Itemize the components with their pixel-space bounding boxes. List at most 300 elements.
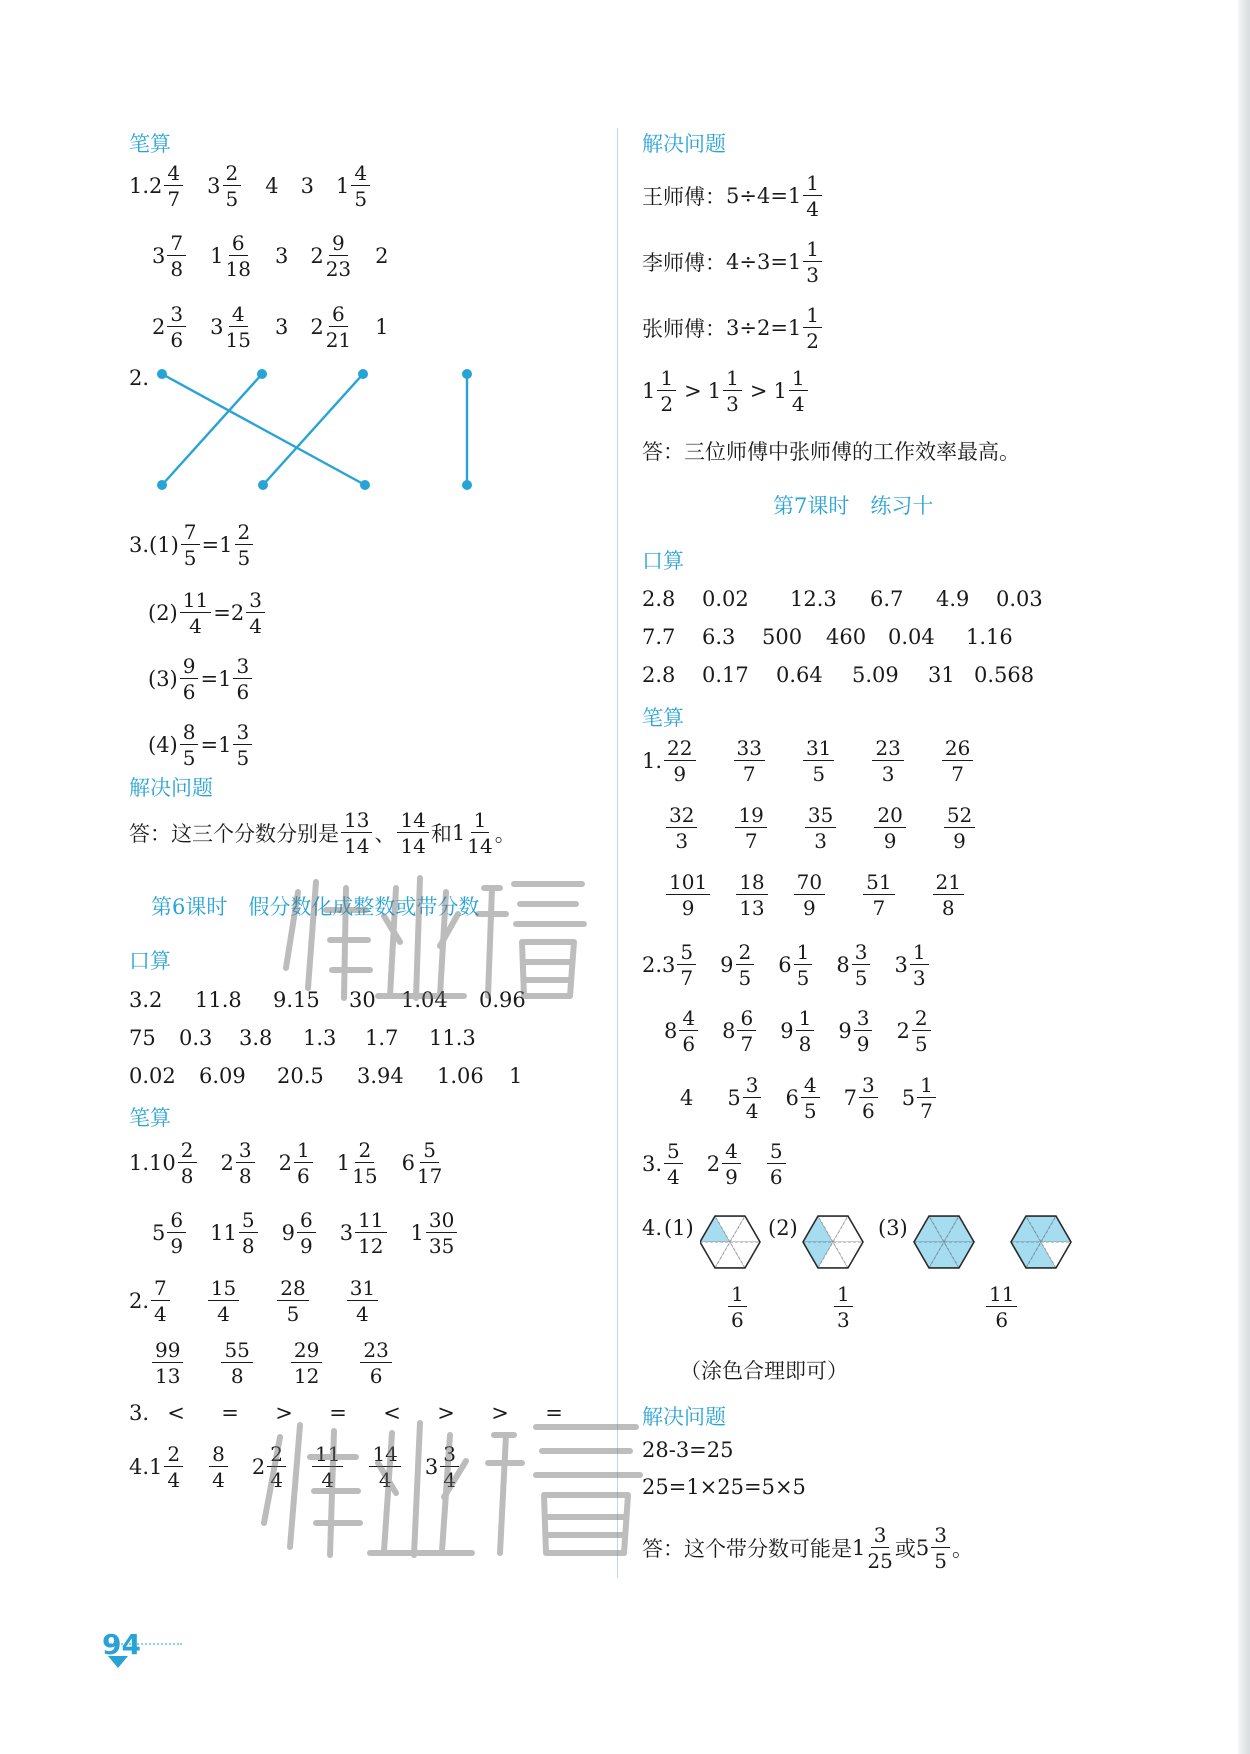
numerator: 3 xyxy=(236,1140,255,1163)
numerator: 13 xyxy=(341,810,372,833)
denominator: 9 xyxy=(725,1165,738,1189)
compare-symbol: > xyxy=(491,1401,509,1425)
value: 0.64 xyxy=(776,663,823,687)
whole: 2 xyxy=(310,315,324,339)
item-tag: (3) xyxy=(878,1216,908,1240)
fraction xyxy=(167,1210,186,1256)
numerator: 31 xyxy=(803,738,834,761)
value: 3.8 xyxy=(239,1026,273,1050)
value: 1.16 xyxy=(966,625,1013,649)
numerator: 14 xyxy=(369,1444,400,1467)
numerator: 101 xyxy=(666,872,710,895)
b1-row-1 xyxy=(129,1140,444,1186)
numerator: 51 xyxy=(863,872,894,895)
fraction xyxy=(180,722,199,768)
whole: 1 xyxy=(336,174,350,198)
value: 0.96 xyxy=(479,988,526,1012)
right-b1-row-3 xyxy=(664,872,966,918)
compare-symbol: > xyxy=(275,1401,293,1425)
whole: 3 xyxy=(662,953,676,977)
fraction xyxy=(360,1340,391,1386)
fraction xyxy=(225,304,250,350)
numerator: 5 xyxy=(677,942,696,965)
b4-label: 4. xyxy=(129,1455,150,1479)
section-heading-kousuan-right: 口算 xyxy=(642,549,684,573)
value: 6.3 xyxy=(702,625,736,649)
whole: 2 xyxy=(152,315,166,339)
fraction xyxy=(426,1210,457,1256)
fraction xyxy=(467,810,492,856)
fraction xyxy=(233,722,252,768)
fraction xyxy=(796,1008,815,1054)
q3-label: 3. xyxy=(129,533,150,557)
fraction xyxy=(859,1075,878,1121)
value: 30 xyxy=(349,988,376,1012)
fraction xyxy=(736,942,755,988)
denominator: 5 xyxy=(182,746,196,770)
numerator: 6 xyxy=(229,233,248,256)
kousuan-row xyxy=(642,580,1043,618)
denominator: 13 xyxy=(155,1364,181,1388)
fraction xyxy=(664,738,695,784)
numerator: 4 xyxy=(722,1141,741,1164)
value: 1.3 xyxy=(303,1026,337,1050)
match-line xyxy=(263,374,363,485)
denominator: 5 xyxy=(738,966,752,990)
whole: 8 xyxy=(722,1019,736,1043)
numerator: 1 xyxy=(917,1075,936,1098)
denominator: 4 xyxy=(356,1302,369,1326)
q3-row-1 xyxy=(129,522,255,568)
denominator: 14 xyxy=(400,834,426,858)
numerator: 99 xyxy=(152,1340,183,1363)
fraction xyxy=(666,872,710,918)
denominator: 5 xyxy=(225,187,239,211)
numerator: 30 xyxy=(426,1210,457,1233)
denominator: 4 xyxy=(217,1302,230,1326)
numerator: 55 xyxy=(221,1340,252,1363)
denominator: 7 xyxy=(742,762,756,786)
section-heading-bisuan-2: 笔算 xyxy=(129,1106,171,1130)
whole: 6 xyxy=(785,1086,799,1110)
denominator: 7 xyxy=(680,966,694,990)
whole: 11 xyxy=(210,1221,237,1245)
whole: 1 xyxy=(218,733,232,757)
value: 0.568 xyxy=(974,663,1035,687)
b1-row-2 xyxy=(152,1210,459,1256)
q3-row-3 xyxy=(148,656,254,702)
numerator: 3 xyxy=(440,1444,459,1467)
numerator: 2 xyxy=(267,1444,286,1467)
fraction xyxy=(944,805,975,851)
numerator: 7 xyxy=(151,1278,170,1301)
fraction xyxy=(723,368,742,414)
solve-line-1: 28-3=25 xyxy=(642,1438,734,1462)
equals-sign: = xyxy=(200,667,219,691)
numerator: 8 xyxy=(209,1444,228,1467)
match-dot xyxy=(360,480,370,490)
numerator: 6 xyxy=(167,1210,186,1233)
value: 12.3 xyxy=(790,587,837,611)
fraction xyxy=(743,1075,762,1121)
denominator: 5 xyxy=(286,1302,300,1326)
value: 0.3 xyxy=(179,1026,213,1050)
denominator: 23 xyxy=(325,257,352,281)
denominator: 8 xyxy=(180,1164,194,1188)
denominator: 8 xyxy=(798,1032,812,1056)
denominator: 5 xyxy=(183,546,197,570)
whole: 9 xyxy=(281,1221,295,1245)
numerator: 18 xyxy=(736,872,767,895)
match-line xyxy=(162,374,262,485)
whole: 5 xyxy=(727,1086,741,1110)
value: 3.94 xyxy=(357,1064,404,1088)
value: 0.02 xyxy=(702,587,749,611)
section-heading-kousuan: 口算 xyxy=(129,949,171,973)
fraction xyxy=(225,233,250,279)
compare-symbol: = xyxy=(329,1401,347,1425)
value: 31 xyxy=(928,663,955,687)
denominator: 17 xyxy=(416,1164,443,1188)
section-heading-bisuan-right: 笔算 xyxy=(642,706,684,730)
fraction xyxy=(767,1141,786,1187)
denominator: 4 xyxy=(806,197,820,221)
separator: 、 xyxy=(374,822,396,846)
denominator: 4 xyxy=(745,1099,759,1123)
fraction xyxy=(151,1278,170,1324)
whole: 1 xyxy=(149,1455,163,1479)
denominator: 6 xyxy=(731,1308,744,1332)
numerator: 1 xyxy=(294,1140,313,1163)
period: 。 xyxy=(951,1537,973,1561)
fraction xyxy=(942,738,973,784)
numerator: 23 xyxy=(872,738,903,761)
solve-line-2: 25=1×25=5×5 xyxy=(642,1475,806,1499)
compare-symbol: < xyxy=(383,1401,401,1425)
lesson-6-heading: 第6课时 假分数化成整数或带分数 xyxy=(151,895,480,919)
fraction xyxy=(735,805,766,851)
value: 0.17 xyxy=(702,663,749,687)
answer-text: 答：这个带分数可能是 xyxy=(642,1537,852,1561)
item-tag: (1) xyxy=(149,533,179,557)
numerator: 2 xyxy=(178,1140,197,1163)
kousuan-row xyxy=(129,1057,526,1095)
denominator: 5 xyxy=(236,746,250,770)
denominator: 8 xyxy=(941,896,955,920)
numerator: 4 xyxy=(164,163,183,186)
value: 0.03 xyxy=(996,587,1043,611)
numerator: 52 xyxy=(944,805,975,828)
numerator: 1 xyxy=(803,173,822,196)
value: 3 xyxy=(300,174,315,198)
hexagon-figure xyxy=(914,1216,974,1268)
section-heading-solve: 解决问题 xyxy=(129,776,213,800)
matching-lines-diagram xyxy=(150,365,480,490)
value: 11.8 xyxy=(195,988,242,1012)
whole: 2 xyxy=(278,1151,292,1175)
whole: 2 xyxy=(230,601,245,625)
denominator: 3 xyxy=(912,966,926,990)
right-answer: 答：三位师傅中张师傅的工作效率最高。 xyxy=(642,440,1020,464)
numerator: 3 xyxy=(246,590,265,613)
numerator: 33 xyxy=(734,738,765,761)
b2-label: 2. xyxy=(129,1289,150,1313)
whole: 3 xyxy=(210,315,224,339)
value: 500 xyxy=(762,625,803,649)
numerator: 2 xyxy=(223,163,242,186)
b1-label: 1. xyxy=(642,749,663,773)
value: 5.09 xyxy=(852,663,899,687)
denominator: 5 xyxy=(914,1032,928,1056)
denominator: 4 xyxy=(154,1302,167,1326)
whole: 9 xyxy=(780,1019,794,1043)
numerator: 1 xyxy=(803,239,822,262)
value: 2 xyxy=(375,244,389,268)
denominator: 7 xyxy=(744,829,758,853)
value: 20.5 xyxy=(277,1064,324,1088)
whole: 2 xyxy=(220,1151,234,1175)
right-b2-row-1 xyxy=(642,942,931,988)
value: 75 xyxy=(129,1026,156,1050)
watermark-stamp-lower xyxy=(244,1405,654,1565)
fraction xyxy=(910,942,929,988)
answer-text: 答：这三个分数分别是 xyxy=(129,822,339,846)
fraction xyxy=(852,942,871,988)
denominator: 5 xyxy=(854,966,868,990)
page-edge xyxy=(1238,0,1250,1754)
denominator: 4 xyxy=(321,1468,335,1492)
section-heading-bisuan: 笔算 xyxy=(129,132,171,156)
whole: 9 xyxy=(720,953,734,977)
whole: 3 xyxy=(207,174,221,198)
numerator: 11 xyxy=(986,1284,1017,1307)
q1-row-1 xyxy=(129,163,372,209)
denominator: 14 xyxy=(467,834,493,858)
numerator: 4 xyxy=(229,304,248,327)
coloring-note: （涂色合理即可） xyxy=(680,1359,848,1383)
value: 2.8 xyxy=(642,587,676,611)
right-b1-row-1 xyxy=(642,738,975,784)
expression: 3÷2=1 xyxy=(726,316,802,340)
fraction xyxy=(986,1284,1017,1330)
numerator: 9 xyxy=(180,656,199,679)
fraction xyxy=(221,1340,252,1386)
b2-row-1 xyxy=(129,1278,380,1324)
numerator: 3 xyxy=(743,1075,762,1098)
numerator: 3 xyxy=(859,1075,878,1098)
worker-label: 张师傅： xyxy=(642,317,726,341)
match-dot xyxy=(258,480,268,490)
numerator: 28 xyxy=(277,1278,308,1301)
whole: 2 xyxy=(149,174,163,198)
denominator: 4 xyxy=(167,1468,181,1492)
numerator: 11 xyxy=(312,1444,343,1467)
fraction xyxy=(236,1140,255,1186)
fraction xyxy=(351,163,370,209)
worker-label: 王师傅： xyxy=(642,185,726,209)
fraction xyxy=(181,522,200,568)
fraction xyxy=(223,163,242,209)
fraction xyxy=(246,590,265,636)
fraction xyxy=(805,805,836,851)
numerator: 23 xyxy=(360,1340,391,1363)
numerator: 6 xyxy=(737,1008,756,1031)
left-solve-answer xyxy=(129,810,516,856)
denominator: 5 xyxy=(354,187,368,211)
fraction xyxy=(326,233,351,279)
item-tag: (4) xyxy=(148,733,178,757)
denominator: 5 xyxy=(812,762,826,786)
item-tag: (2) xyxy=(768,1216,798,1240)
fraction xyxy=(794,942,813,988)
denominator: 4 xyxy=(249,614,262,638)
denominator: 15 xyxy=(225,328,251,352)
equals-sign: = xyxy=(213,601,231,625)
fraction xyxy=(794,872,825,918)
item-tag: (2) xyxy=(148,601,178,625)
fraction xyxy=(657,368,676,414)
numerator: 1 xyxy=(834,1284,853,1307)
denominator: 6 xyxy=(236,680,250,704)
whole: 1 xyxy=(773,379,787,403)
section-heading-solve-right-2: 解决问题 xyxy=(642,1405,726,1429)
period: 。 xyxy=(494,822,516,846)
numerator: 15 xyxy=(208,1278,239,1301)
fraction xyxy=(677,942,696,988)
value: 4.9 xyxy=(936,587,970,611)
denominator: 3 xyxy=(814,829,827,853)
value: 6.7 xyxy=(870,587,904,611)
denominator: 9 xyxy=(803,896,816,920)
value: 1.06 xyxy=(437,1064,484,1088)
page-number: 94 xyxy=(102,1628,141,1661)
fraction xyxy=(164,163,183,209)
fraction xyxy=(208,1278,239,1324)
fraction xyxy=(397,810,428,856)
whole: 2 xyxy=(251,1455,266,1479)
numerator: 21 xyxy=(933,872,964,895)
worker-line xyxy=(642,173,824,219)
fraction xyxy=(863,872,894,918)
column-divider xyxy=(617,128,618,1578)
fraction xyxy=(854,1008,873,1054)
hexagon-figure xyxy=(1011,1216,1071,1268)
fraction xyxy=(180,656,199,702)
fraction xyxy=(874,805,905,851)
fraction xyxy=(679,1008,698,1054)
whole: 1 xyxy=(218,667,232,691)
numerator: 2 xyxy=(164,1444,183,1467)
numerator: 8 xyxy=(180,722,199,745)
value: 1 xyxy=(509,1064,523,1088)
match-dot xyxy=(157,480,167,490)
denominator: 12 xyxy=(358,1234,384,1258)
value: 460 xyxy=(826,625,867,649)
numerator: 1 xyxy=(796,1008,815,1031)
denominator: 3 xyxy=(726,392,739,416)
page-number-marker xyxy=(108,1656,128,1668)
denominator: 3 xyxy=(806,263,820,287)
value: 3 xyxy=(274,315,289,339)
expression: 4÷3=1 xyxy=(726,250,802,274)
denominator: 9 xyxy=(856,1032,870,1056)
kousuan-row xyxy=(642,618,1043,656)
whole: 6 xyxy=(401,1151,415,1175)
b3-label: 3. xyxy=(642,1152,663,1176)
whole: 8 xyxy=(836,953,850,977)
denominator: 9 xyxy=(170,1234,184,1258)
kousuan-row xyxy=(642,656,1043,694)
whole: 10 xyxy=(149,1151,176,1175)
numerator: 11 xyxy=(355,1210,386,1233)
numerator: 3 xyxy=(233,656,252,679)
b3-label: 3. xyxy=(129,1401,150,1425)
match-dot xyxy=(257,369,267,379)
denominator: 6 xyxy=(369,1364,383,1388)
denominator: 3 xyxy=(837,1308,850,1332)
denominator: 8 xyxy=(170,257,184,281)
separator: 和 xyxy=(430,822,452,846)
value: 1.7 xyxy=(365,1026,399,1050)
hex-fraction xyxy=(726,1284,749,1330)
section-heading-solve-right: 解决问题 xyxy=(642,132,726,156)
hexagon-figure xyxy=(803,1216,863,1268)
numerator: 7 xyxy=(167,233,186,256)
right-solve-answer xyxy=(642,1525,973,1571)
fraction xyxy=(789,368,808,414)
match-dot xyxy=(157,369,167,379)
item-tag: (1) xyxy=(664,1216,694,1240)
compare-symbol: = xyxy=(545,1401,563,1425)
fraction xyxy=(294,1140,313,1186)
value: 0.04 xyxy=(888,625,935,649)
numerator: 70 xyxy=(794,872,825,895)
denominator: 6 xyxy=(182,680,196,704)
denominator: 4 xyxy=(189,614,202,638)
whole: 5 xyxy=(152,1221,166,1245)
denominator: 6 xyxy=(297,1164,310,1188)
numerator: 14 xyxy=(397,810,428,833)
numerator: 35 xyxy=(805,805,836,828)
fraction xyxy=(803,738,834,784)
numerator: 19 xyxy=(735,805,766,828)
numerator: 7 xyxy=(181,522,200,545)
value: 11.3 xyxy=(429,1026,476,1050)
denominator: 5 xyxy=(796,966,810,990)
expression: 5÷4=1 xyxy=(726,184,802,208)
fraction xyxy=(664,1141,683,1187)
match-dot xyxy=(462,480,472,490)
numerator: 22 xyxy=(664,738,695,761)
numerator: 3 xyxy=(167,304,186,327)
q1-row-2 xyxy=(152,233,389,279)
denominator: 6 xyxy=(769,1165,783,1189)
denominator: 7 xyxy=(167,187,181,211)
compare-symbol: = xyxy=(221,1401,239,1425)
whole: 3 xyxy=(424,1455,439,1479)
fraction xyxy=(352,1140,377,1186)
whole: 1 xyxy=(852,1536,866,1560)
fraction xyxy=(167,304,186,350)
denominator: 9 xyxy=(299,1234,313,1258)
fraction xyxy=(164,1444,183,1490)
fraction xyxy=(803,173,822,219)
denominator: 3 xyxy=(675,829,689,853)
fraction xyxy=(417,1140,442,1186)
denominator: 5 xyxy=(803,1099,817,1123)
denominator: 6 xyxy=(861,1099,875,1123)
b2-label: 2. xyxy=(642,953,663,977)
